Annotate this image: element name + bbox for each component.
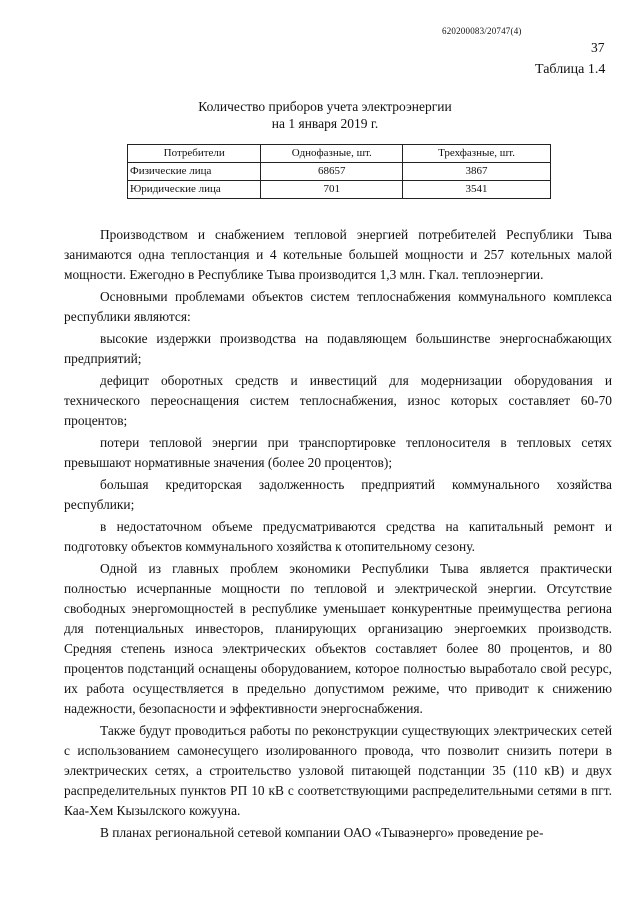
- paragraph: дефицит оборотных средств и инвестиций для модернизации оборудования и технического переоснащения систем теплоснабжения, износ которых составляет 60-70 процентов;: [64, 373, 612, 428]
- body-text: [64, 225, 612, 843]
- paragraph: потери тепловой энергии при транспортировке теплоносителя в тепловых сетях превышают нормативные значения (более 20 процентов);: [64, 435, 612, 470]
- paragraph: В планах региональной сетевой компании ОАО «Тываэнерго» проведение ре-: [100, 825, 544, 840]
- meters-table: [127, 144, 551, 199]
- paragraph: в недостаточном объеме предусматриваются средства на капитальный ремонт и подготовку объектов коммунального хозяйства к отопительному сезону.: [64, 519, 612, 554]
- table-title: [130, 98, 520, 132]
- column-header-consumers: Потребители: [128, 145, 261, 163]
- paragraph: Основными проблемами объектов систем теплоснабжения коммунального комплекса республики являются:: [64, 289, 612, 324]
- column-header-single-phase: Однофазные, шт.: [261, 145, 403, 163]
- paragraph: большая кредиторская задолженность предприятий коммунального хозяйства республики;: [64, 477, 612, 512]
- cell-consumer: Юридические лица: [128, 181, 261, 199]
- cell-consumer: Физические лица: [128, 163, 261, 181]
- table-title-line-1: Количество приборов учета электроэнергии: [198, 99, 452, 114]
- table-title-line-2: на 1 января 2019 г.: [271, 116, 379, 131]
- column-header-three-phase: Трехфазные, шт.: [403, 145, 551, 163]
- page-number: 37: [591, 40, 605, 55]
- paragraph: Производством и снабжением тепловой энергией потребителей Республики Тыва занимаются одна теплостанция и 4 котельные большей мощности и 257 котельных малой мощности. Ежегодно в Республике Тыва производится 1,3 млн. Гкал. теплоэнергии.: [64, 227, 612, 282]
- cell-single-phase: 68657: [261, 163, 403, 181]
- paragraph: высокие издержки производства на подавляющем большинстве энергоснабжающих предприятий;: [64, 331, 612, 366]
- document-id: 620200083/20747(4): [442, 26, 522, 36]
- table-row: [128, 181, 551, 199]
- table-row: [128, 163, 551, 181]
- table-header-row: [128, 145, 551, 163]
- cell-three-phase: 3541: [403, 181, 551, 199]
- table-label: Таблица 1.4: [535, 62, 606, 77]
- paragraph: Одной из главных проблем экономики Республики Тыва является практически полностью исчерпанные мощности по тепловой и электрической энергии. Отсутствие свободных энергомощностей в республике уменьшает конкурентные преимущества региона для потенциальных инвесторов, планирующих организацию энергоемких производств. Средняя степень износа электрических объектов составляет более 80 процентов, и 80 процентов подстанций оснащены оборудованием, которое полностью выработало свой ресурс, их работа осуществляется в предельно допустимом режиме, что приводит к снижению надежности, безопасности и эффективности энергоснабжения.: [64, 561, 612, 716]
- cell-three-phase: 3867: [403, 163, 551, 181]
- paragraph: Также будут проводиться работы по реконструкции существующих электрических сетей с использованием самонесущего изолированного провода, что позволит снизить потери в электрических сетях, а строительство узловой питающей подстанции 35 (110 кВ) и двух распределительных пунктов РП 10 кВ с соответствующими распределительными сетями в пгт. Каа-Хем Кызылского кожууна.: [64, 723, 612, 818]
- cell-single-phase: 701: [261, 181, 403, 199]
